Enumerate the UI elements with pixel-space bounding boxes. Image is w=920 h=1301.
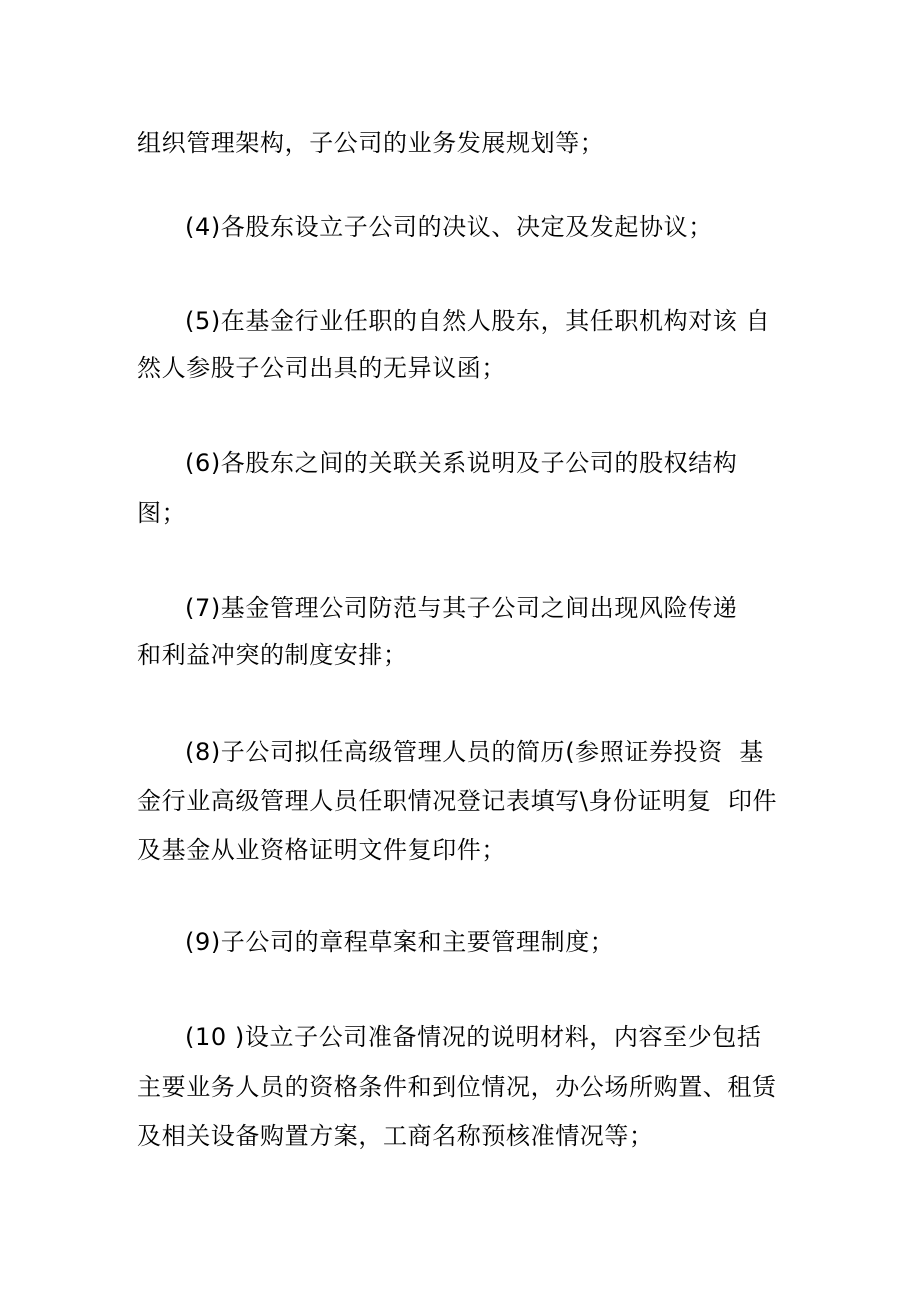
paragraph-4-line-1: (6)各股东之间的关联关系说明及子公司的股权结构 [185,449,738,477]
paragraph-6-line-1: (8)子公司拟任高级管理人员的简历(参照证券投资 基 [185,738,764,766]
paragraph-3-line-1: (5)在基金行业任职的自然人股东，其任职机构对该 自 [185,307,771,335]
paragraph-5-line-1: (7)基金管理公司防范与其子公司之间出现风险传递 [185,594,738,622]
paragraph-7-line-1: (9)子公司的章程草案和主要管理制度； [185,928,615,956]
paragraph-3-line-2: 然人参股子公司出具的无异议函； [137,354,506,382]
paragraph-6-line-2: 金行业高级管理人员任职情况登记表填写\身份证明复 印件 [137,787,778,815]
paragraph-1-line-1: 组织管理架构，子公司的业务发展规划等； [137,129,605,157]
paragraph-8-line-2: 主要业务人员的资格条件和到位情况，办公场所购置、租赁 [137,1073,777,1101]
paragraph-4-line-2: 图； [137,499,187,527]
paragraph-8-line-1: (10 )设立子公司准备情况的说明材料，内容至少包括 [185,1023,762,1051]
paragraph-6-line-3: 及基金从业资格证明文件复印件； [137,836,506,864]
paragraph-5-line-2: 和利益冲突的制度安排； [137,641,408,669]
paragraph-2-line-1: (4)各股东设立子公司的决议、决定及发起协议； [185,213,713,241]
paragraph-8-line-3: 及相关设备购置方案，工商名称预核准情况等； [137,1122,654,1150]
